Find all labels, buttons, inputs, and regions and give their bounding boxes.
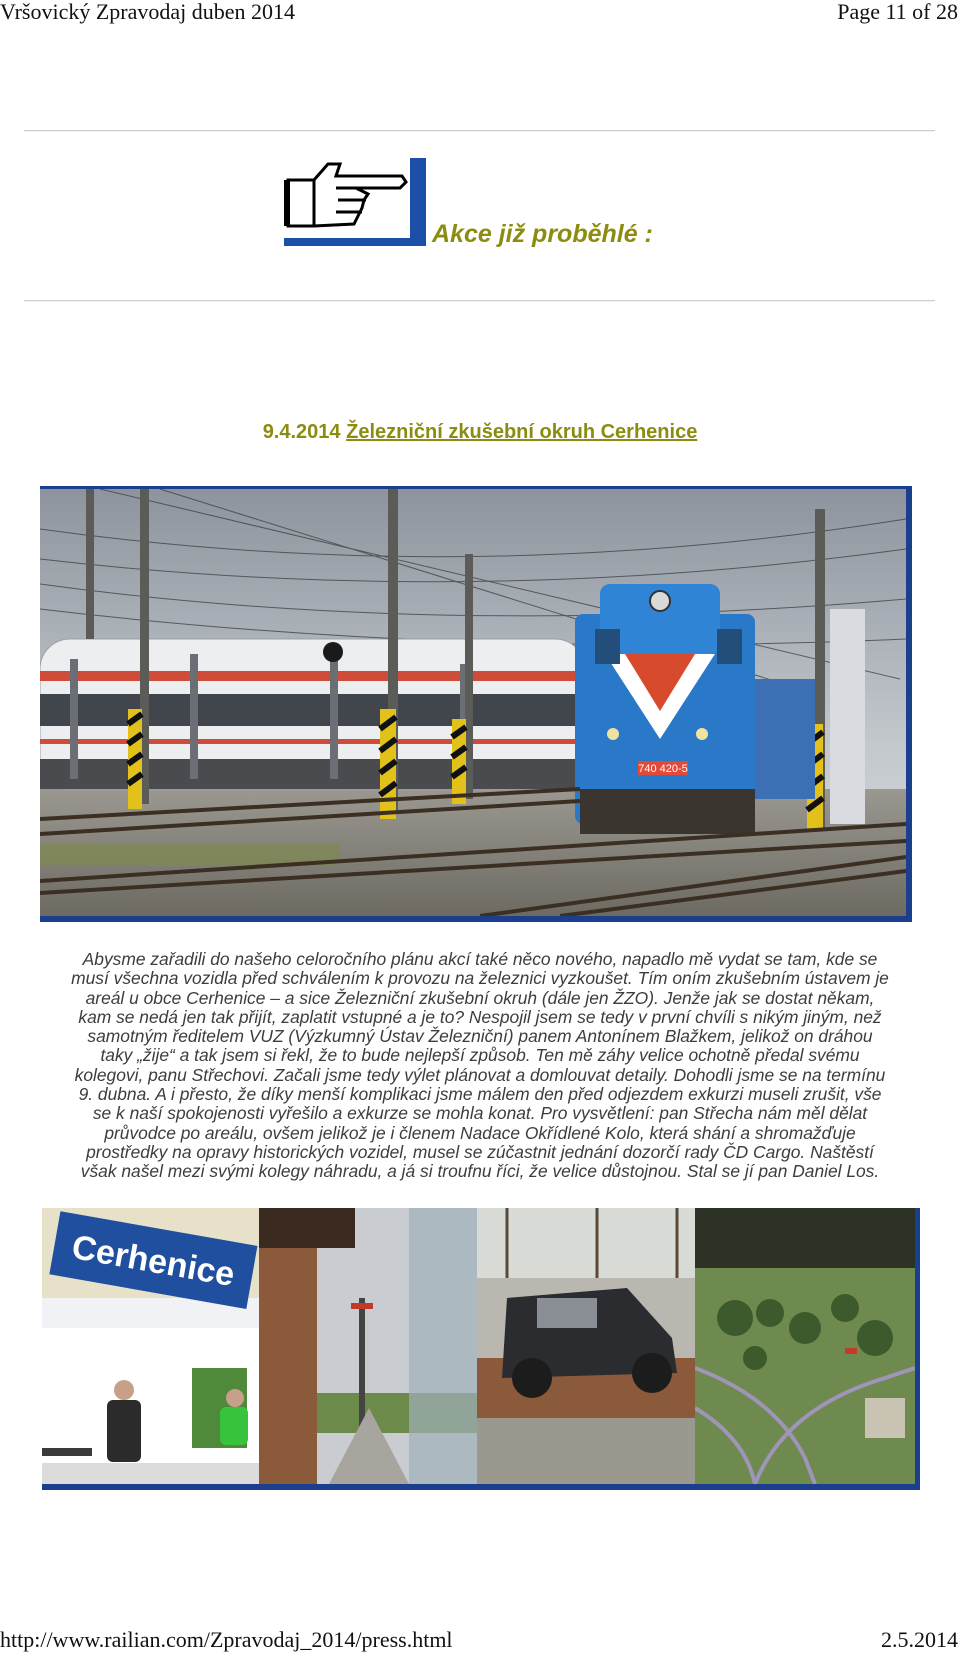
article-text: [20, 950, 940, 1182]
article-line: 9. dubna. A i přesto, že díky menší komplikaci jsme málem den před odjezdem exkurzi museli zrušit, vše: [78, 1084, 882, 1105]
pointing-hand-icon: [284, 158, 426, 246]
event-heading: [0, 421, 960, 444]
event-date: 9.4.2014: [262, 421, 341, 443]
article-line: taky „žije“ a tak jsem si řekl, že to bude nejlepší způsob. Ten mě záhy velice ochotně předal svému: [100, 1045, 860, 1066]
station-sign-text: Cerhenice: [68, 1228, 238, 1295]
article-line: Abysme zařadili do našeho celoročního plánu akcí také něco nového, napadlo mě vydat se tam, kde se: [82, 949, 878, 969]
footer-url[interactable]: http://www.railian.com/Zpravodaj_2014/press.html: [0, 1627, 453, 1652]
article-line: kam se nedá jen tak přijít, zaplatit vstupné a je to? Nespojil jsem se tedy v první chvíli s nikým jiným, než: [78, 1006, 882, 1027]
photo-station-sign: [42, 1208, 259, 1484]
photo-model-railway: [695, 1208, 915, 1484]
divider-top: [24, 130, 935, 131]
article-line: se k naší spokojenosti vyřešilo a exkurze se mohla konat. Pro vysvětlení: pan Střecha nám měl dělat: [92, 1103, 868, 1124]
page-number: Page 11 of 28: [837, 0, 958, 24]
article-line: průvodce po areálu, ovšem jelikož je i členem Nadace Okřídlené Kolo, která shání a shromažďuje: [104, 1122, 856, 1143]
article-line: prostředky na opravy historických vozidel, musel se zúčastnit jednání dozorčí rady ČD Cargo. Naštěstí: [86, 1141, 874, 1162]
article-line: areál u obce Cerhenice – a sice Železniční zkušební okruh (dále jen ŽZO). Jenže jak se dostat někam,: [85, 987, 875, 1008]
article-line: samotným ředitelem VUZ (Výzkumný Ústav Železniční) panem Antonínem Blažkem, jelikož on dráhou: [87, 1026, 873, 1047]
article-line: kolegovi, panu Střechovi. Začali jsme tedy výlet plánovat a domlouvat detaily. Dohodli jsme se na termínu: [74, 1064, 886, 1085]
photo-strip: [42, 1208, 920, 1490]
photo-signal-mast: [259, 1208, 477, 1484]
locomotive-number: 740 420-5: [638, 763, 688, 775]
main-photo-railway-depot: [40, 486, 912, 922]
footer-date: 2.5.2014: [881, 1627, 958, 1652]
article-line: musí všechna vozidla před schválením k provozu na železnici vyzkoušet. Tím oním zkušebním ústavem je: [71, 968, 889, 989]
photo-vintage-car: [477, 1208, 695, 1484]
event-title-link[interactable]: Železniční zkušební okruh Cerhenice: [346, 421, 698, 443]
publication-title: Vršovický Zpravodaj duben 2014: [0, 0, 296, 24]
divider-bottom: [24, 300, 935, 301]
article-line: však našel mezi svými kolegy náhradu, a já si troufnu říci, že velice důstojnou. Stal se jí pan Daniel Los.: [80, 1161, 880, 1182]
section-heading: Akce již proběhlé :: [432, 220, 653, 248]
